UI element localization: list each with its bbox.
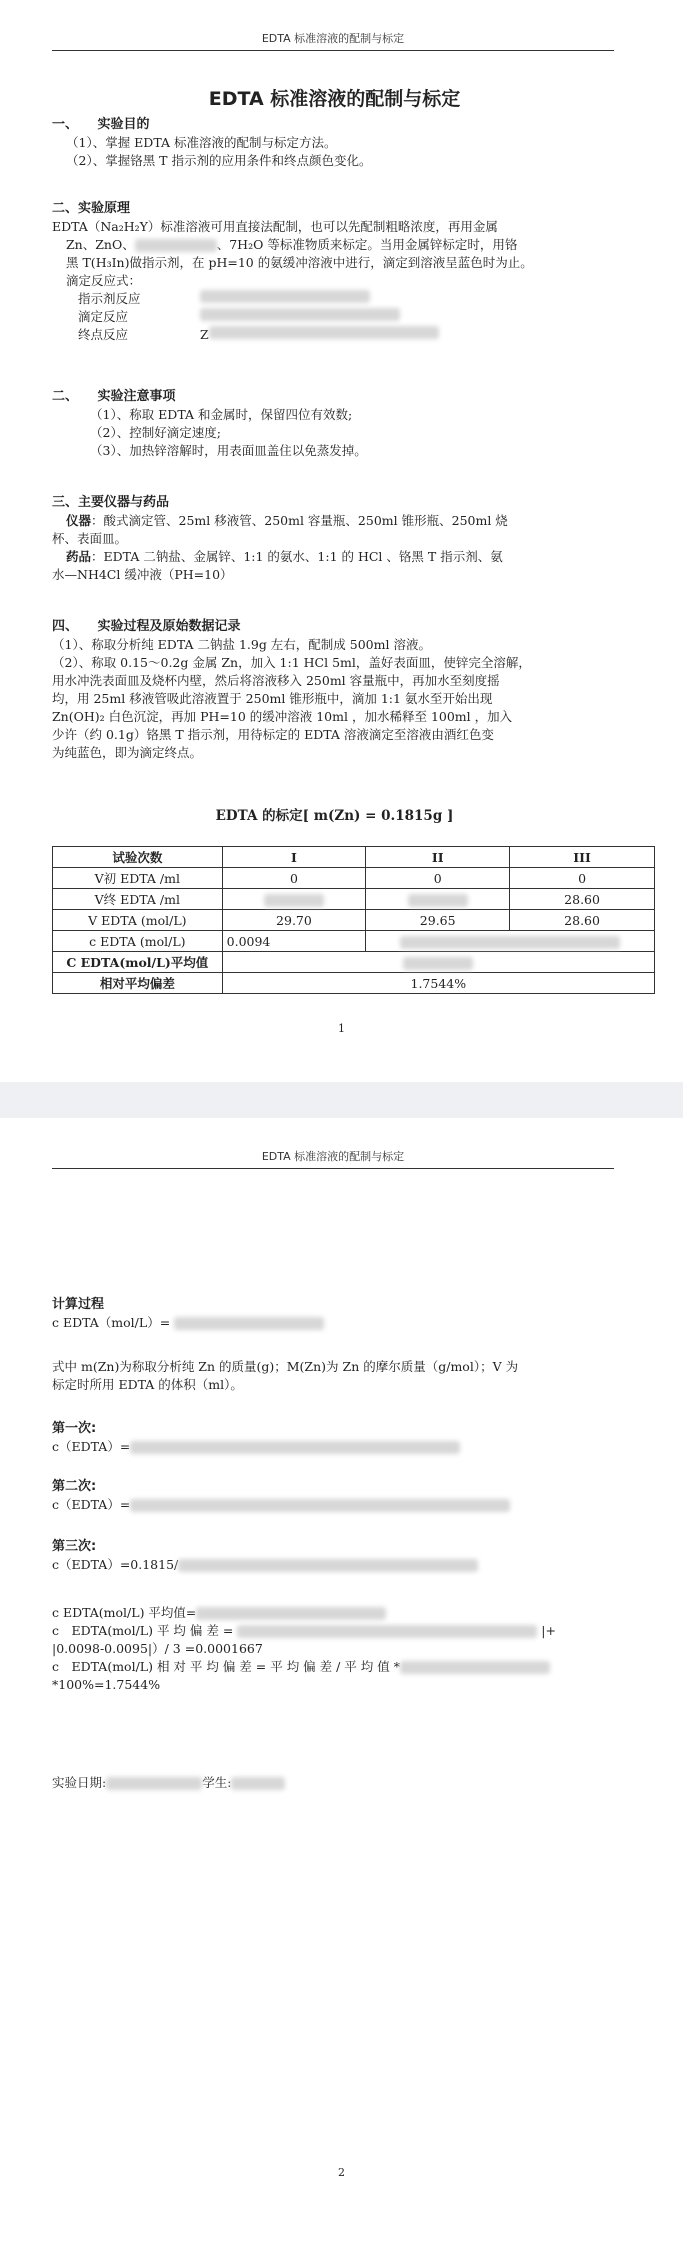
table-cell: 29.70 [222,910,366,931]
table-cell: 29.65 [366,910,510,931]
section-heading: 一、 实验目的 [52,117,150,132]
reagents-text: 药品：EDTA 二钠盐、金属锌、1:1 的氨水、1:1 的 HCl 、铬黑 T 指示剂、氨 [66,549,503,564]
table-cell: 0.0094 [222,931,366,952]
table-row [53,889,655,910]
table-cell: 1.7544% [222,973,654,994]
table-row [53,952,655,973]
table-cell [366,889,510,910]
redacted-text [403,957,473,970]
formula-line: c EDTA（mol/L）= [52,1314,617,1332]
running-header: EDTA 标准溶液的配制与标定 [52,30,614,51]
table-row [53,868,655,889]
section-heading: 三、主要仪器与药品 [52,495,170,510]
table-cell [366,931,655,952]
calc-third [52,1538,617,1574]
calibration-table [52,846,655,994]
redacted-text [130,1441,460,1454]
table-cell: 28.60 [510,910,655,931]
calc-line: c（EDTA）=0.1815/ [52,1556,617,1574]
section-heading: 计算过程 [52,1297,105,1312]
section-procedure [52,618,617,762]
procedure-line: （2）、称取 0.15～0.2g 金属 Zn，加入 1:1 HCl 5ml，盖好表面皿，使锌完全溶解， [52,655,531,670]
running-header: EDTA 标准溶液的配制与标定 [52,1148,614,1169]
redacted-text [135,239,217,252]
section-heading: 二、实验原理 [52,201,131,216]
calc-label: 第二次: [52,1479,97,1494]
redacted-text [400,1661,550,1674]
redacted-text [178,1559,478,1572]
table-cell: c EDTA (mol/L) [53,931,223,952]
calc-first [52,1420,617,1456]
principle-text: EDTA（Na₂H₂Y）标准溶液可用直接法配制，也可以先配制粗略浓度，再用金属 [52,219,498,234]
reaction-endpoint: 终点反应 Z [52,326,617,344]
signature-line [52,1774,617,1792]
redacted-text [408,894,468,907]
relative-deviation-line: c EDTA(mol/L) 相 对 平 均 偏 差 = 平 均 偏 差 / 平 均 值 * [52,1658,617,1676]
precaution-item: （3）、加热锌溶解时，用表面皿盖住以免蒸发掉。 [90,443,367,458]
redacted-text [231,1777,285,1790]
reaction-indicator: 指示剂反应 [52,290,617,308]
redacted-text [174,1317,324,1330]
principle-text: Zn、ZnO、 、7H₂O 等标准物质来标定。当用金属锌标定时，用铬 [66,237,518,252]
precaution-item: （2）、控制好滴定速度; [90,425,221,440]
precaution-item: （1）、称取 EDTA 和金属时，保留四位有效数; [90,407,353,422]
page-2 [0,1118,683,2250]
calculation-section [52,1296,617,1332]
table-header: II [366,847,510,868]
calc-label: 第一次: [52,1421,97,1436]
table-header: I [222,847,366,868]
redacted-text [130,1499,510,1512]
table-header: 试验次数 [53,847,223,868]
procedure-line: （1）、称取分析纯 EDTA 二钠盐 1.9g 左右，配制成 500ml 溶液。 [52,637,431,652]
table-cell [222,889,366,910]
date-label: 实验日期: [52,1775,107,1790]
table-cell: 0 [510,868,655,889]
redacted-text [200,308,400,321]
calc-line: c（EDTA）= [52,1438,617,1456]
redacted-text [264,894,324,907]
reaction-titration: 滴定反应 [52,308,617,326]
table-row [53,973,655,994]
procedure-line: Zn(OH)₂ 白色沉淀，再加 PH=10 的缓冲溶液 10ml ，加水稀释至 100ml ，加入 [52,709,513,724]
redacted-text [209,326,439,339]
procedure-line: 用水冲洗表面皿及烧杯内壁，然后将溶液移入 250ml 容量瓶中，再加水至刻度摇 [52,673,500,688]
section-objectives [52,116,617,170]
procedure-line: 均，用 25ml 移液管吸此溶液置于 250ml 锥形瓶中，滴加 1:1 氨水至开始出现 [52,691,493,706]
relative-deviation-line: *100%=1.7544% [52,1677,161,1692]
deviation-line: |0.0098-0.0095|）/ 3 =0.0001667 [52,1641,263,1656]
page-number: 2 [338,2166,345,2179]
calc-line: c（EDTA）= [52,1496,617,1514]
table-cell [222,952,654,973]
section-instruments [52,494,617,584]
table-header-row [53,847,655,868]
redacted-text [237,1625,537,1638]
table-cell: V终 EDTA /ml [53,889,223,910]
instruments-text: 仪器：酸式滴定管、25ml 移液管、250ml 容量瓶、250ml 锥形瓶、250ml 烧 [66,513,508,528]
instruments-text: 杯、表面皿。 [52,531,128,546]
table-header: III [510,847,655,868]
page-number: 1 [338,1022,345,1035]
calc-second [52,1478,617,1514]
table-cell: 相对平均偏差 [53,973,223,994]
redacted-text [106,1777,202,1790]
page-1 [0,0,683,1082]
explanation-line: 标定时所用 EDTA 的体积（ml）。 [52,1377,243,1392]
deviation-line: c EDTA(mol/L) 平 均 偏 差 = |+ [52,1623,556,1638]
redacted-text [200,290,370,303]
redacted-text [400,936,620,949]
principle-text: 黑 T(H₃In)做指示剂，在 pH=10 的氨缓冲溶液中进行，滴定到溶液呈蓝色时为止。 [66,255,533,270]
reagents-text: 水—NH4Cl 缓冲液（PH=10） [52,567,233,582]
procedure-line: 为纯蓝色，即为滴定终点。 [52,745,203,760]
section-precautions [52,388,617,460]
table-cell: 28.60 [510,889,655,910]
table-row [53,931,655,952]
student-label: 学生: [202,1775,232,1790]
table-cell: 0 [222,868,366,889]
procedure-line: 少许（约 0.1g）铬黑 T 指示剂，用待标定的 EDTA 溶液滴定至溶液由酒红色变 [52,727,494,742]
document-title: EDTA 标准溶液的配制与标定 [208,88,461,110]
objective-item: （1）、掌握 EDTA 标准溶液的配制与标定方法。 [66,135,337,150]
calc-label: 第三次: [52,1539,97,1554]
table-row [53,910,655,931]
calc-summary [52,1604,617,1694]
table-cell: V初 EDTA /ml [53,868,223,889]
principle-text: 滴定反应式： [66,273,142,288]
redacted-text [196,1607,386,1620]
table-cell: V EDTA (mol/L) [53,910,223,931]
section-heading: 四、 实验过程及原始数据记录 [52,619,241,634]
formula-explanation [52,1358,617,1394]
table-cell: C EDTA(mol/L)平均值 [53,952,223,973]
explanation-line: 式中 m(Zn)为称取分析纯 Zn 的质量(g)；M(Zn)为 Zn 的摩尔质量（g/mol）；V 为 [52,1359,519,1374]
section-principle [52,200,617,344]
table-title: EDTA 的标定[ m(Zn) = 0.1815g ] [215,808,454,824]
average-line: c EDTA(mol/L) 平均值= [52,1604,617,1622]
table-cell: 0 [366,868,510,889]
objective-item: （2）、掌握铬黑 T 指示剂的应用条件和终点颜色变化。 [66,153,372,168]
section-heading: 二、 实验注意事项 [52,389,176,404]
